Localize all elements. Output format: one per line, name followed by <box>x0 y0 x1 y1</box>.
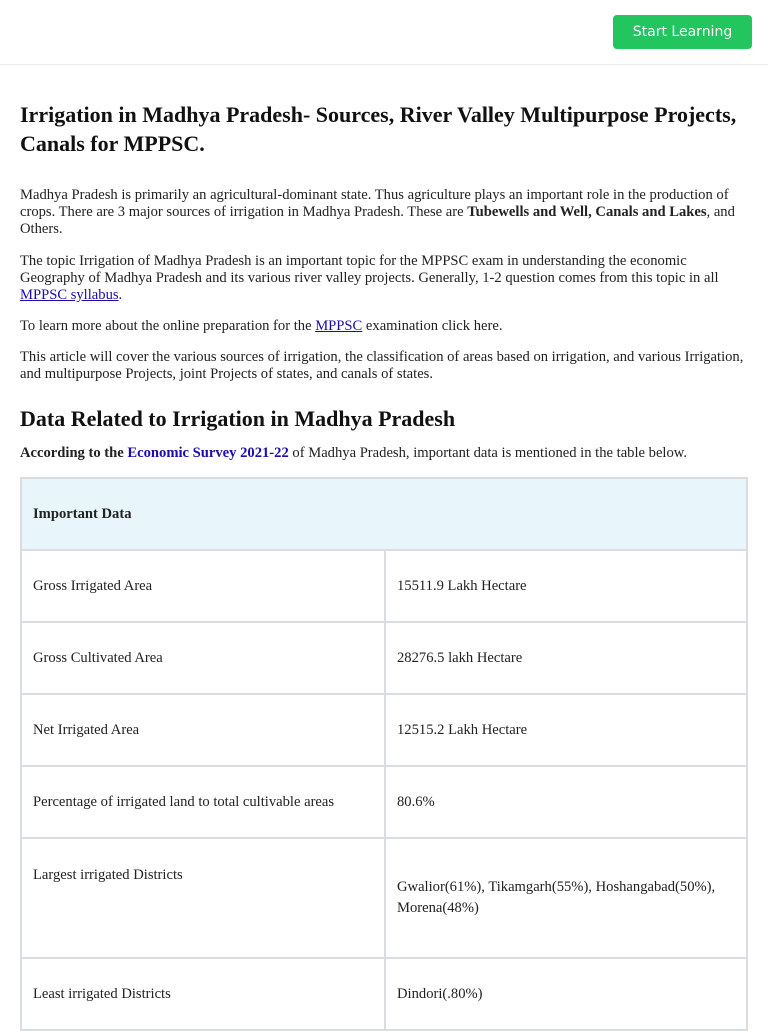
table-cell-value: 12515.2 Lakh Hectare <box>385 694 747 766</box>
top-bar <box>0 0 768 65</box>
table-cell-label: Largest irrigated Districts <box>21 838 385 958</box>
table-cell-value: Dindori(.80%) <box>385 958 747 1030</box>
table-cell-value: Gwalior(61%), Tikamgarh(55%), Hoshangabad(50%), Morena(48%) <box>385 838 747 958</box>
start-learning-button[interactable]: Start Learning <box>613 15 752 49</box>
table-header-row <box>21 478 747 550</box>
table-intro-bold: According to the <box>20 445 128 461</box>
table-cell-label: Percentage of irrigated land to total cultivable areas <box>21 766 385 838</box>
learn-more-paragraph <box>20 318 748 335</box>
learn-more-text-end: examination click here. <box>362 318 503 334</box>
table-row <box>21 958 747 1030</box>
section-title: Data Related to Irrigation in Madhya Pradesh <box>20 406 456 431</box>
coverage-paragraph: This article will cover the various sources of irrigation, the classification of areas based on irrigation, and various Irrigation, and multipurpose Projects, joint Projects of states, and canals of states. <box>20 349 744 382</box>
table-row <box>21 838 747 958</box>
article-title: Irrigation in Madhya Pradesh- Sources, River Valley Multipurpose Projects, Canals for MPPSC. <box>20 102 737 156</box>
learn-more-text: To learn more about the online preparation for the <box>20 318 316 334</box>
table-cell-label: Least irrigated Districts <box>21 958 385 1030</box>
irrigation-sources-bold: Tubewells and Well, Canals and Lakes <box>467 204 707 220</box>
table-cell-label: Gross Cultivated Area <box>21 622 385 694</box>
intro-paragraph <box>20 187 748 238</box>
table-cell-value: 28276.5 lakh Hectare <box>385 622 747 694</box>
table-intro-end: of Madhya Pradesh, important data is mentioned in the table below. <box>288 445 688 461</box>
irrigation-data-table <box>20 477 748 1031</box>
table-intro <box>20 445 748 462</box>
table-row <box>21 766 747 838</box>
intro-text: Madhya Pradesh is primarily an agricultural-dominant state. Thus agriculture plays an important role in the production of crops. There are 3 major sources of irrigation in Madhya Pradesh. These are <box>20 187 729 220</box>
table-row <box>21 694 747 766</box>
topic-text: The topic Irrigation of Madhya Pradesh is an important topic for the MPPSC exam in understanding the economic Geography of Madhya Pradesh and its various river valley projects. Generally, 1-2 question comes from this topic in all <box>20 253 719 286</box>
topic-paragraph <box>20 253 748 304</box>
table-cell-label: Gross Irrigated Area <box>21 550 385 622</box>
table-cell-value: 15511.9 Lakh Hectare <box>385 550 747 622</box>
article <box>20 64 748 1031</box>
table-row <box>21 550 747 622</box>
table-header: Important Data <box>21 478 747 550</box>
mppsc-syllabus-link[interactable]: MPPSC syllabus <box>20 287 119 303</box>
economic-survey-link[interactable]: Economic Survey 2021-22 <box>127 445 289 461</box>
table-cell-label: Net Irrigated Area <box>21 694 385 766</box>
topic-text-end: . <box>118 287 123 303</box>
intro-text-end: , and Others. <box>20 204 735 237</box>
mppsc-link[interactable]: MPPSC <box>315 318 363 334</box>
table-row <box>21 622 747 694</box>
table-cell-value: 80.6% <box>385 766 747 838</box>
